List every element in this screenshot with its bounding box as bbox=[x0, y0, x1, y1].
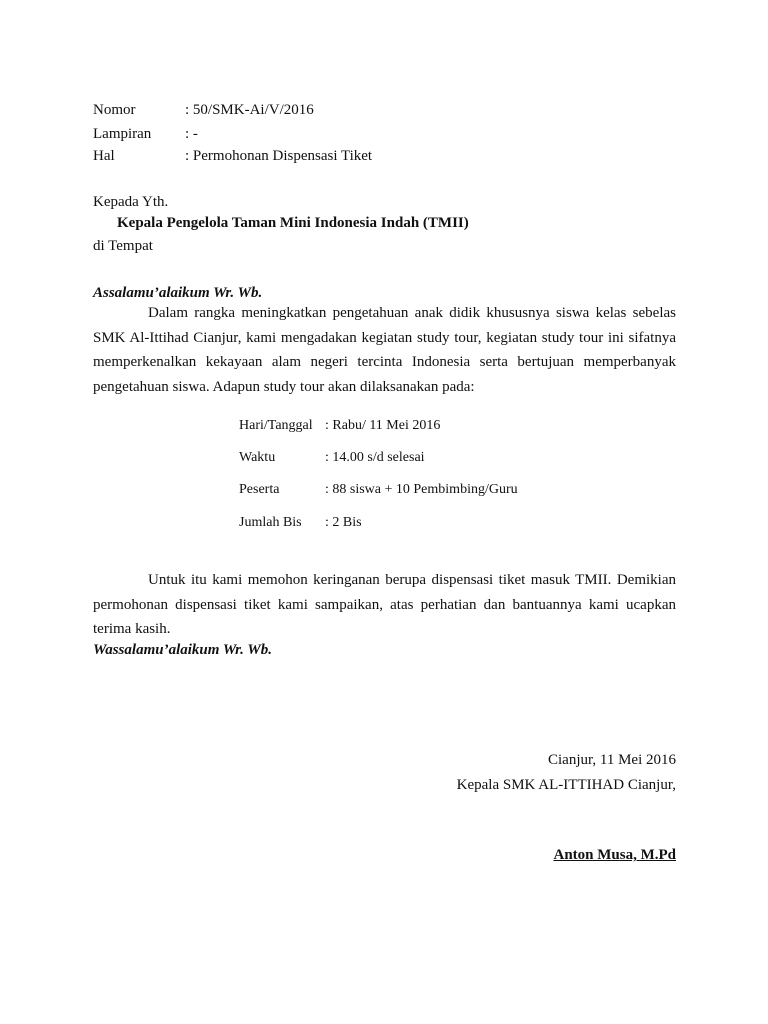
detail-value-jumlah-bis: : 2 Bis bbox=[325, 515, 362, 530]
detail-label-jumlah-bis: Jumlah Bis bbox=[239, 515, 302, 530]
recipient-greeting: Kepada Yth. bbox=[93, 194, 169, 210]
recipient-place: di Tempat bbox=[93, 238, 153, 254]
detail-value-hari-tanggal: : Rabu/ 11 Mei 2016 bbox=[325, 418, 441, 433]
lampiran-value: : - bbox=[185, 126, 198, 142]
intro-paragraph: Dalam rangka meningkatkan pengetahuan anak didik khususnya siswa kelas sebelas SMK Al-Ittihad Cianjur, kami mengadakan kegiatan study tour, kegiatan study tour ini sifatnya memperkenalkan kekayaan alam negeri tercinta Indonesia serta bertujuan memperbanyak pengetahuan siswa. Adapun study tour akan dilaksanakan pada: bbox=[93, 305, 676, 395]
detail-label-hari-tanggal: Hari/Tanggal bbox=[239, 418, 313, 433]
closing-salutation: Wassalamu’alaikum Wr. Wb. bbox=[93, 642, 272, 658]
signature-place-date: Cianjur, 11 Mei 2016 bbox=[548, 752, 676, 768]
hal-value: : Permohonan Dispensasi Tiket bbox=[185, 148, 373, 164]
signatory-name: Anton Musa, M.Pd bbox=[553, 847, 676, 863]
detail-value-waktu: : 14.00 s/d selesai bbox=[325, 450, 425, 465]
detail-label-peserta: Peserta bbox=[239, 482, 280, 497]
opening-salutation: Assalamu’alaikum Wr. Wb. bbox=[93, 285, 263, 301]
nomor-label: Nomor bbox=[93, 102, 136, 118]
closing-paragraph: Untuk itu kami memohon keringanan berupa dispensasi tiket masuk TMII. Demikian permohonan dispensasi tiket kami sampaikan, atas perhatian dan bantuannya kami ucapkan terima kasih. bbox=[93, 572, 676, 637]
recipient-name: Kepala Pengelola Taman Mini Indonesia Indah (TMII) bbox=[117, 215, 469, 231]
detail-value-peserta: : 88 siswa + 10 Pembimbing/Guru bbox=[325, 482, 518, 497]
nomor-value: : 50/SMK-Ai/V/2016 bbox=[185, 102, 314, 118]
signature-position: Kepala SMK AL-ITTIHAD Cianjur, bbox=[456, 777, 676, 793]
detail-label-waktu: Waktu bbox=[239, 450, 276, 465]
hal-label: Hal bbox=[93, 148, 115, 164]
lampiran-label: Lampiran bbox=[93, 126, 152, 142]
